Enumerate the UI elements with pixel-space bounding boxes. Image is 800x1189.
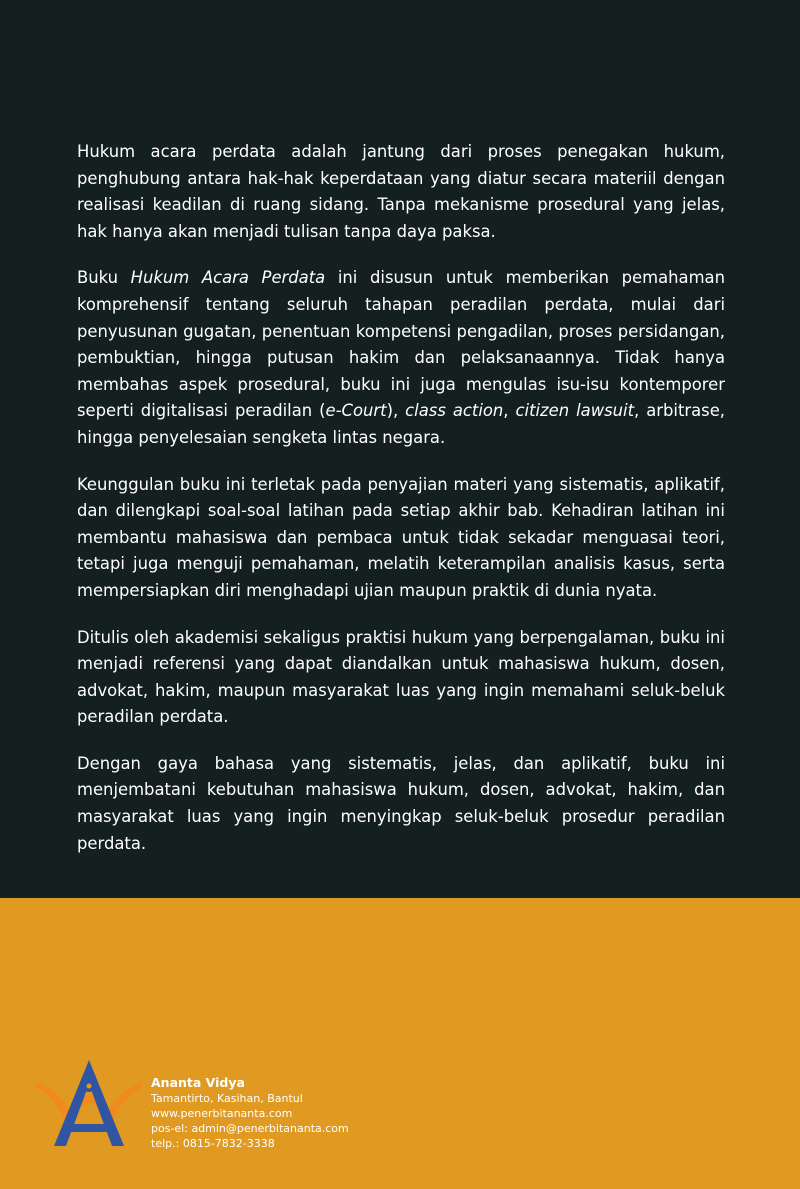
- ananta-vidya-logo-icon: [34, 1058, 144, 1150]
- text-segment: , arbitrase, hingga penyelesaian sengketa lintas negara.: [77, 401, 725, 447]
- blurb-paragraph-1: [77, 139, 725, 245]
- publisher-info: [151, 1075, 349, 1151]
- text-segment: Dengan gaya bahasa yang sistematis, jelas, dan aplikatif, buku ini menjembatani kebutuhan mahasiswa hukum, dosen, advokat, hakim, dan masyarakat luas yang ingin menyingkap seluk-beluk prosedur peradilan perdata.: [77, 753, 725, 853]
- italic-term: class action: [405, 401, 504, 421]
- blurb-paragraph-2: [77, 265, 725, 451]
- italic-term: citizen lawsuit: [515, 401, 635, 421]
- blurb-paragraph-5: [77, 751, 725, 857]
- text-segment: Hukum acara perdata adalah jantung dari proses penegakan hukum, penghubung antara hak-hak keperdataan yang diatur secara materiil dengan realisasi keadilan di ruang sidang. Tanpa mekanisme prosedural yang jelas, hak hanya akan menjadi tulisan tanpa daya paksa.: [77, 142, 725, 241]
- publisher-website: www.penerbitananta.com: [151, 1107, 293, 1120]
- blurb-text: [77, 139, 725, 877]
- publisher-name: Ananta Vidya: [151, 1075, 245, 1090]
- text-segment: ),: [386, 401, 406, 421]
- italic-term: e-Court: [325, 401, 387, 421]
- blurb-paragraph-4: [77, 625, 725, 731]
- publisher-email: pos-el: admin@penerbitananta.com: [151, 1122, 349, 1135]
- italic-term: Hukum Acara Perdata: [130, 268, 326, 288]
- text-segment: Keunggulan buku ini terletak pada penyajian materi yang sistematis, aplikatif, dan dilengkapi soal-soal latihan pada setiap akhir bab. Kehadiran latihan ini membantu mahasiswa dan pembaca untuk tidak sekadar menguasai teori, tetapi juga menguji pemahaman, melatih keterampilan analisis kasus, serta mempersiapkan diri menghadapi ujian maupun praktik di dunia nyata.: [77, 474, 725, 600]
- publisher-phone: telp.: 0815-7832-3338: [151, 1137, 275, 1150]
- text-segment: ,: [503, 401, 516, 421]
- blurb-paragraph-3: [77, 472, 725, 605]
- text-segment: Buku: [77, 268, 131, 288]
- publisher-address: Tamantirto, Kasihan, Bantul: [151, 1092, 303, 1105]
- text-segment: Ditulis oleh akademisi sekaligus praktisi hukum yang berpengalaman, buku ini menjadi referensi yang dapat diandalkan untuk mahasiswa hukum, dosen, advokat, hakim, maupun masyarakat luas yang ingin memahami seluk-beluk peradilan perdata.: [77, 627, 725, 727]
- text-segment: ini disusun untuk memberikan pemahaman komprehensif tentang seluruh tahapan peradilan perdata, mulai dari penyusunan gugatan, penentuan kompetensi pengadilan, proses persidangan, pembuktian, hingga putusan hakim dan pelaksanaannya. Tidak hanya membahas aspek prosedural, buku ini juga mengulas isu-isu kontemporer seperti digitalisasi peradilan (: [77, 268, 725, 421]
